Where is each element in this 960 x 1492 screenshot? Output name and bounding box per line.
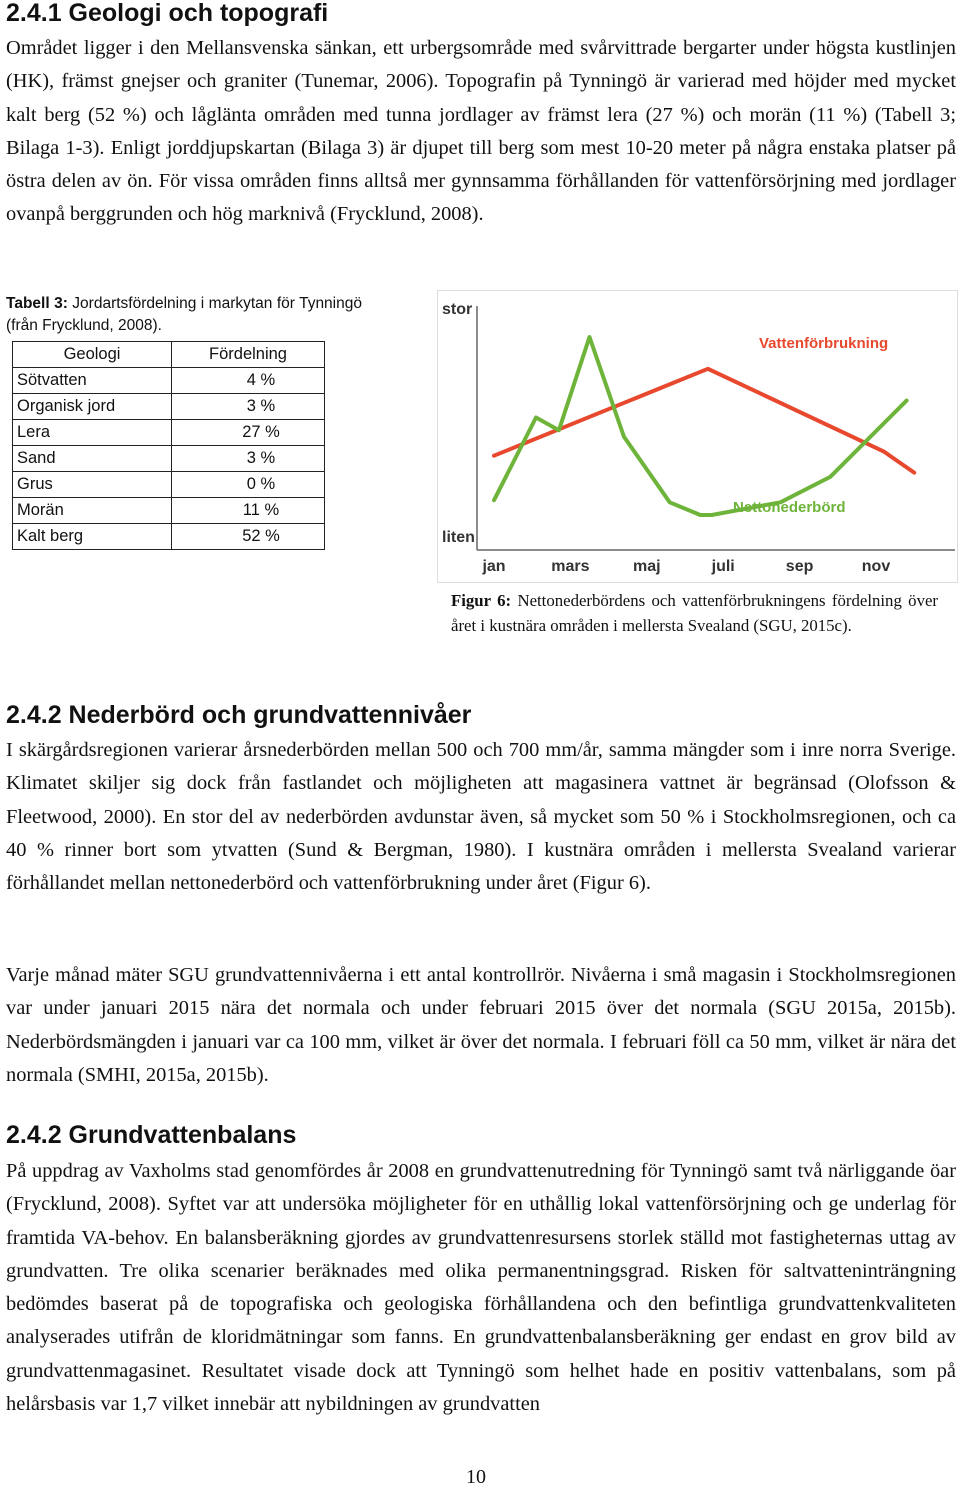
table-row <box>13 420 325 446</box>
x-tick-label: nov <box>861 558 891 575</box>
x-tick-label: jan <box>482 558 506 575</box>
figure-caption-label: Figur 6: <box>451 591 512 610</box>
table-cell: 0 % <box>172 472 325 498</box>
y-label-bottom: liten <box>442 529 475 546</box>
soil-distribution-table <box>12 341 325 550</box>
table-cell: Lera <box>13 420 172 446</box>
series-label-vattenforbrukning: Vattenförbrukning <box>759 335 889 352</box>
series-label-nettonederbord: Nettonederbörd <box>733 499 846 516</box>
table-row <box>13 524 325 550</box>
table-row <box>13 368 325 394</box>
table-cell: Sand <box>13 446 172 472</box>
table-cell: 27 % <box>172 420 325 446</box>
x-tick-label: maj <box>633 558 661 575</box>
table-cell: 3 % <box>172 394 325 420</box>
x-tick-label: mars <box>551 558 590 575</box>
section-paragraph-nederbord-2: Varje månad mäter SGU grundvattennivåerna i ett antal kontrollrör. Nivåerna i små magasin i Stockholmsregionen var under januari 2015 nära det normala och under februari 2015 över det normala (SGU 2015a, 2015b). Nederbördsmängden i januari var ca 100 mm, vilket är över det normala. I februari föll ca 50 mm, vilket är nära det normala (SMHI, 2015a, 2015b). <box>6 964 956 1086</box>
table-header-row <box>13 342 325 368</box>
page-number: 10 <box>466 1466 486 1488</box>
table-cell: Organisk jord <box>13 394 172 420</box>
section-heading-nederbord: 2.4.2 Nederbörd och grundvattennivåer <box>6 701 472 729</box>
table-cell: 3 % <box>172 446 325 472</box>
section-paragraph-nederbord-1: I skärgårdsregionen varierar årsnederbörden mellan 500 och 700 mm/år, samma mängder som i inre norra Sverige. Klimatet skiljer sig dock från fastlandet och möjligheten att magasinera vattnet är begränsad (Olofsson & Fleetwood, 2000). En stor del av nederbörden avdunstar även, så mycket som 50 % i Stockholmsregionen, och ca 40 % rinner bort som ytvatten (Sund & Bergman, 1980). I kustnära områden i mellersta Svealand varierar förhållandet mellan nettonederbörd och vattenförbrukning under året (Figur 6). <box>6 739 956 895</box>
section-paragraph-geologi: Området ligger i den Mellansvenska sänkan, ett urbergsområde med svårvittrade bergarter under högsta kustlinjen (HK), främst gnejser och graniter (Tunemar, 2006). Topografin på Tynningö är varierad med höjder med mycket kalt berg (52 %) och låglänta områden med tunna jordlager av främst lera (27 %) och morän (11 %) (Tabell 3; Bilaga 1-3). Enligt jorddjupskartan (Bilaga 3) är djupet till berg som mest 10-20 meter på några enstaka platser på östra delen av ön. För vissa områden finns alltså mer gynnsamma förhållanden för vattenförsörjning med jordlager ovanpå berggrunden och hög marknivå (Frycklund, 2008). <box>6 37 956 226</box>
table-caption-text: Jordartsfördelning i markytan för Tynningö (från Frycklund, 2008). <box>6 295 362 334</box>
table-cell: Grus <box>13 472 172 498</box>
figure-6-chart <box>437 290 959 584</box>
section-heading-geologi: 2.4.1 Geologi och topografi <box>6 0 329 27</box>
table-cell: 52 % <box>172 524 325 550</box>
section-heading-grundvattenbalans: 2.4.2 Grundvattenbalans <box>6 1121 297 1149</box>
table-cell: Kalt berg <box>13 524 172 550</box>
table-header-geologi: Geologi <box>13 342 172 368</box>
figure-caption-text: Nettonederbördens och vattenförbrukningens fördelning över året i kustnära områden i mellersta Svealand (SGU, 2015c). <box>451 591 938 635</box>
table-cell: 4 % <box>172 368 325 394</box>
table-row <box>13 498 325 524</box>
figure-caption <box>451 589 938 638</box>
table-header-fordelning: Fördelning <box>172 342 325 368</box>
table-row <box>13 472 325 498</box>
table-cell: Sötvatten <box>13 368 172 394</box>
section-paragraph-grundvattenbalans: På uppdrag av Vaxholms stad genomfördes år 2008 en grundvattenutredning för Tynningö samt två närliggande öar (Frycklund, 2008). Syftet var att undersöka möjligheter för en uthållig lokal vattenförsörjning och ge underlag för framtida VA-behov. En balansberäkning gjordes av grundvattenresursens storlek ställd mot fastigheternas uttag av grundvatten. Tre olika scenarier beräknades med olika permanentningsgrad. Risken för saltvatteninträngning bedömdes baserat på de topografiska och geologiska förhållandena och den befintliga grundvattenkvaliteten analyserades utifrån de kloridmätningar som fanns. En grundvattenbalansberäkning ger endast en grov bild av grundvattenmagasinet. Resultatet visade dock att Tynningö som helhet hade en positiv vattenbalans, som på helårsbasis var 1,7 vilket innebär att nybildningen av grundvatten <box>6 1160 956 1416</box>
table-cell: Morän <box>13 498 172 524</box>
table-caption-label: Tabell 3: <box>6 295 68 312</box>
y-label-top: stor <box>442 301 473 318</box>
x-tick-label: juli <box>711 558 735 575</box>
table-row <box>13 394 325 420</box>
table-row <box>13 446 325 472</box>
x-tick-label: sep <box>785 558 814 575</box>
table-cell: 11 % <box>172 498 325 524</box>
table-caption <box>6 293 362 337</box>
